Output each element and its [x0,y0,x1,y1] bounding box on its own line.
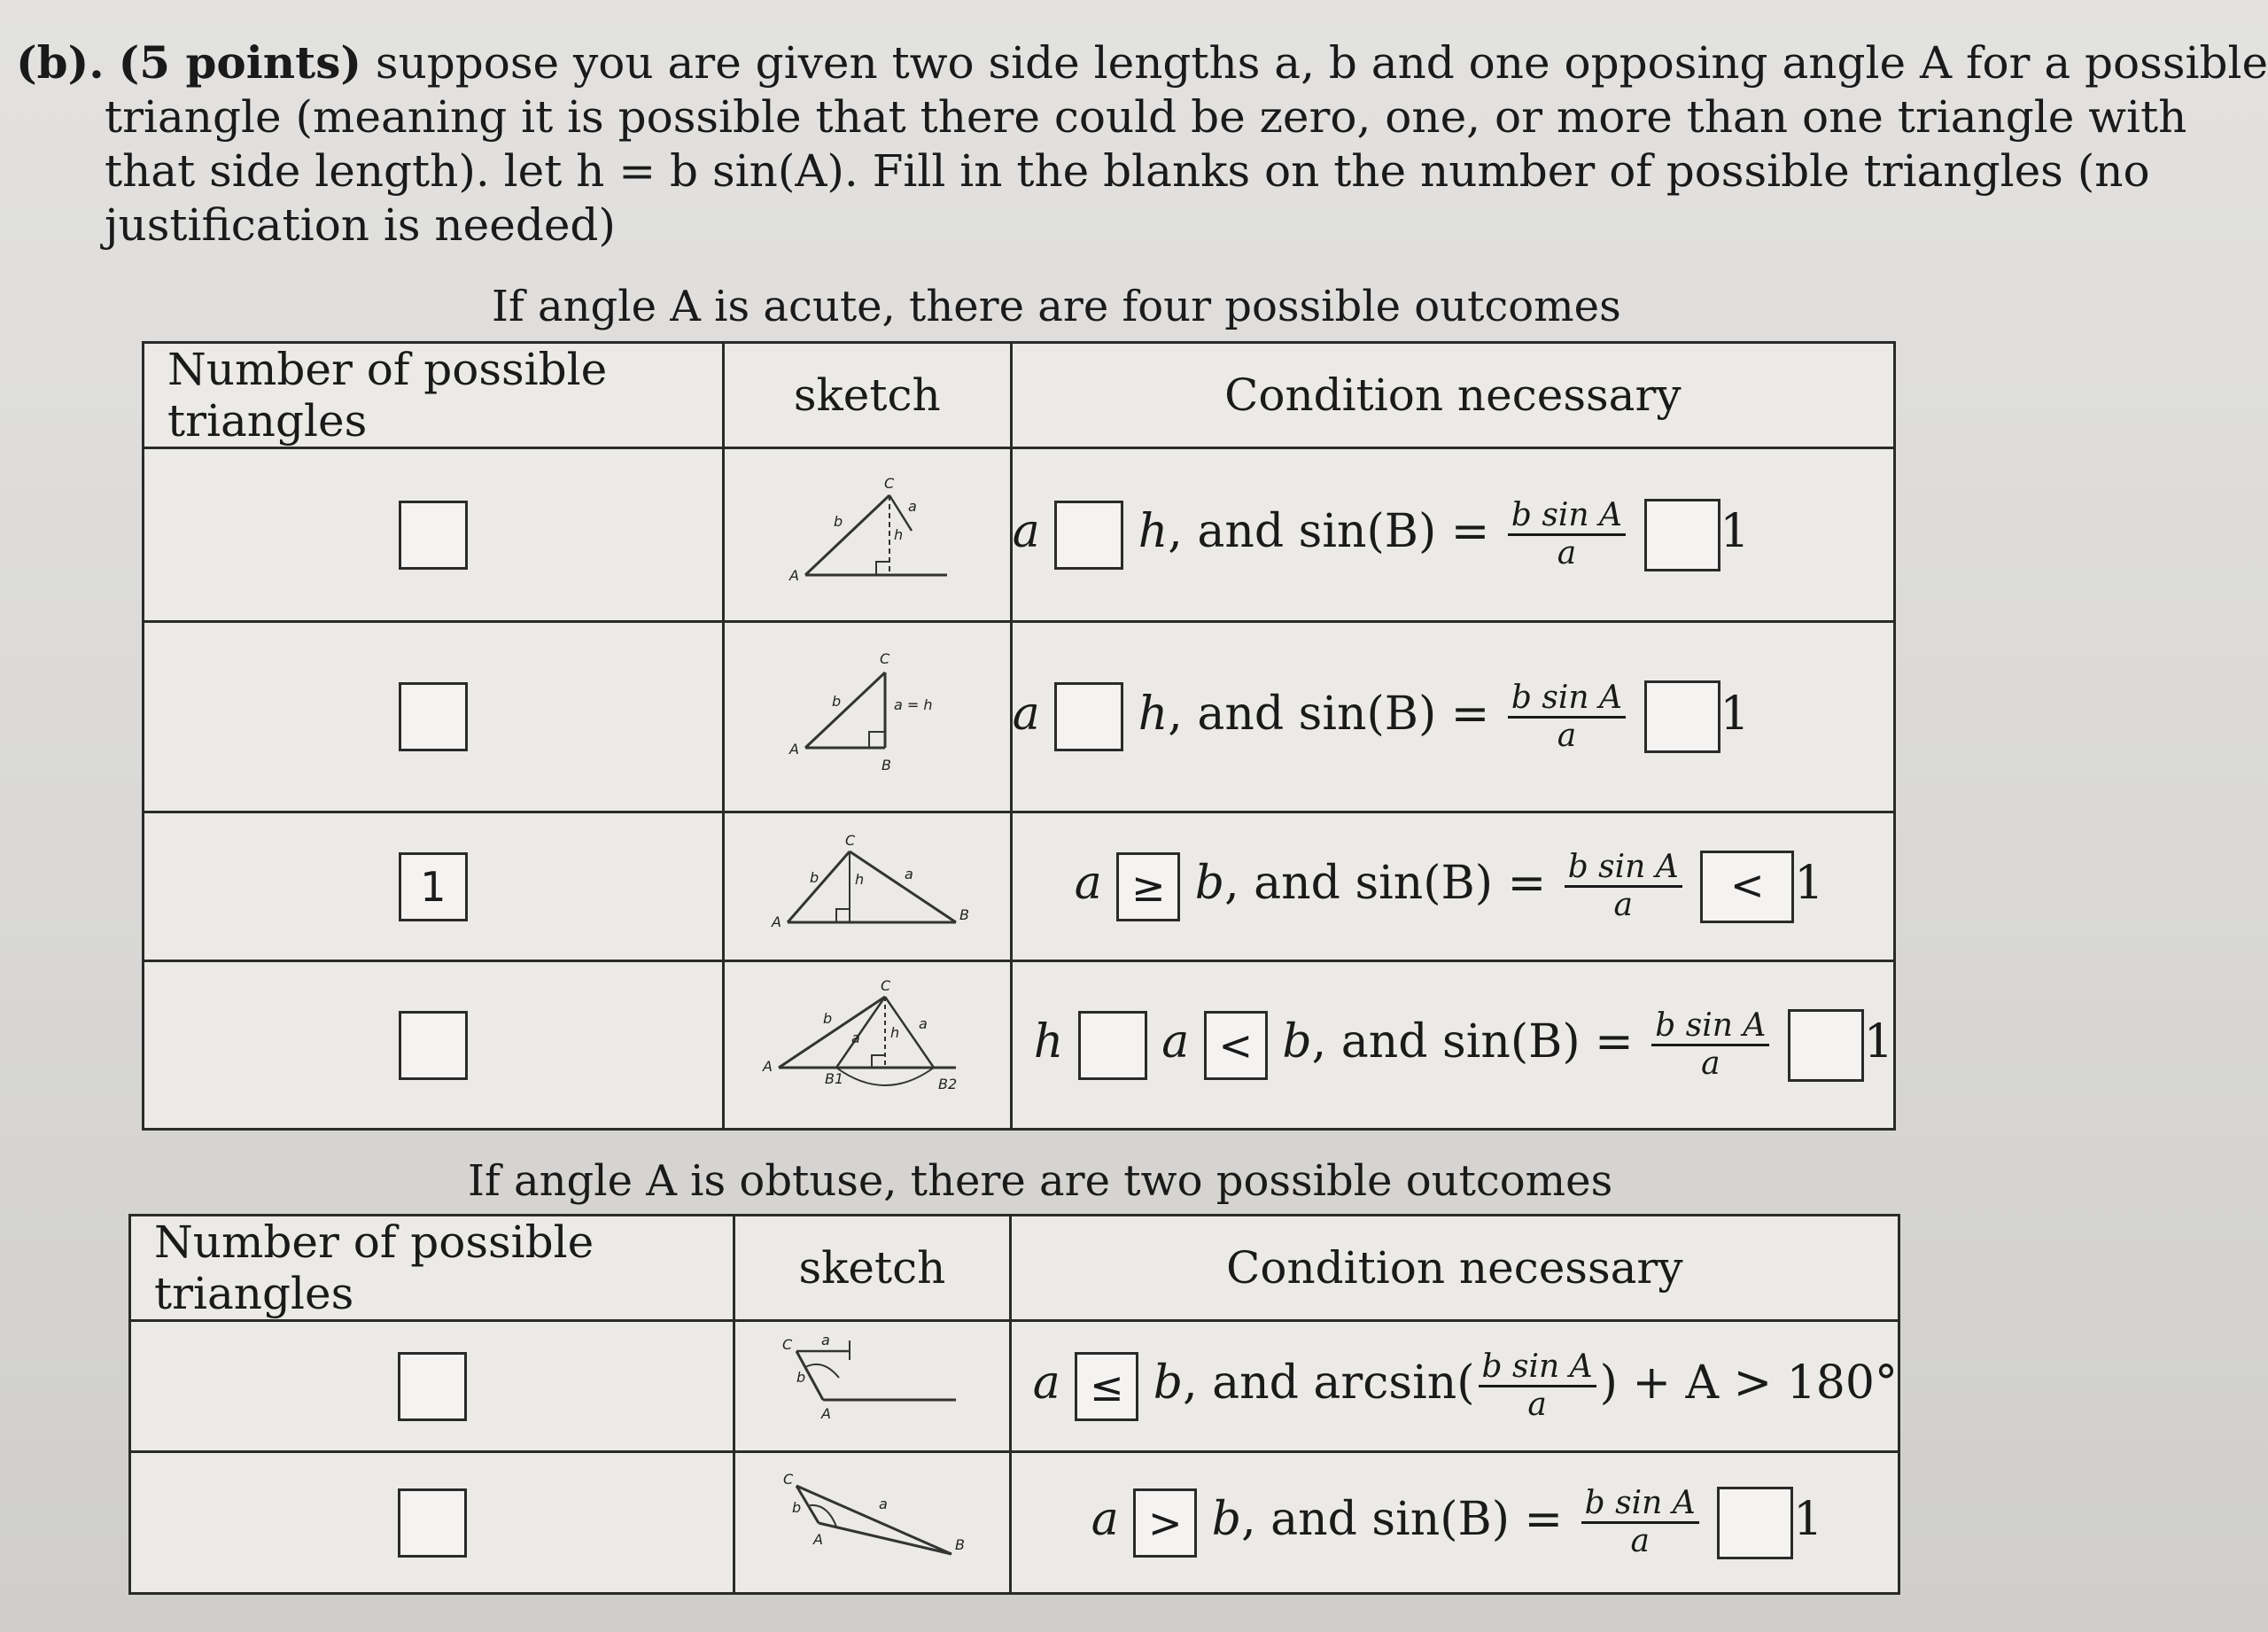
intro-text-4: justification is needed) [105,199,616,251]
table-row [130,1321,1899,1452]
condition-box-2[interactable]: < [1700,851,1794,923]
table-row [144,622,1895,812]
fraction-denominator: a [1701,1045,1720,1082]
cond-text: , and arcsin( [1183,1356,1475,1410]
condition-cell [1011,622,1894,812]
header-sketch: sketch [723,343,1011,448]
sketch-right-triangle [770,646,965,788]
sketch-label-c: C [783,1470,794,1488]
sketch-label-c: C [880,976,890,994]
count-cell [144,448,724,622]
fraction-numerator: b sin A [1565,850,1682,888]
cond-var-a: a [1074,857,1102,910]
cond-text: , and sin(B) = [1168,505,1504,558]
count-cell [130,1452,734,1594]
condition-box-1[interactable]: < [1204,1011,1268,1080]
sketch-obtuse-no-triangle [770,1333,974,1440]
cond-var-a: a [1012,687,1040,741]
sketch-label-a-left: a [850,1029,860,1046]
condition-box-2[interactable] [1788,1009,1864,1082]
condition-box-1[interactable] [1054,682,1123,751]
fraction-numerator: b sin A [1479,1349,1596,1387]
cond-var-b: b [1282,1015,1312,1069]
sketch-label-angle-a: A [788,741,799,758]
header-condition: Condition necessary [1011,343,1894,448]
sketch-label-angle-a: A [813,1530,824,1548]
intro-text-2: triangle (meaning it is possible that there could be zero, one, or more than one triangle with [105,91,2187,143]
sketch-label-a: a [821,1331,831,1348]
sketch-label-h: h [889,1023,899,1041]
cond-var-a: a [1161,1015,1190,1069]
count-answer-box[interactable] [399,501,468,570]
count-cell [144,622,724,812]
condition-box-1[interactable]: ≥ [1116,852,1180,921]
condition-box-1[interactable]: > [1133,1488,1197,1558]
fraction [1651,1008,1769,1082]
sketch-label-a-eq-h: a = h [893,696,933,713]
problem-statement [16,35,2268,253]
sketch-label-angle-a: A [821,1404,832,1422]
points-label: (5 points) [118,36,362,89]
condition-cell [1010,1452,1899,1594]
fraction [1581,1486,1699,1559]
cond-tail: 1 [1863,1015,1893,1069]
condition-box-0[interactable] [1078,1011,1147,1080]
intro-text-1: suppose you are given two side lengths a, b and one opposing angle A for a possible [375,37,2268,89]
cond-text: , and sin(B) = [1241,1493,1578,1546]
cond-var-h: h [1138,505,1169,558]
sketch-cell [723,812,1011,961]
sketch-label-b1: B1 [824,1069,843,1087]
sketch-label-angle-b: B [881,757,891,773]
condition-cell [1010,1321,1899,1452]
sketch-cell [734,1321,1011,1452]
cond-tail: 1 [1793,1493,1823,1546]
fraction-numerator: b sin A [1581,1486,1699,1524]
sketch-label-b2: B2 [937,1075,957,1092]
obtuse-header-row [130,1216,1899,1321]
sketch-label-c: C [844,831,855,849]
fraction-denominator: a [1557,717,1577,754]
fraction-denominator: a [1630,1523,1650,1559]
sketch-label-h: h [854,870,864,888]
count-answer-box[interactable] [399,1011,468,1080]
fraction-denominator: a [1527,1387,1547,1423]
cond-text: , and sin(B) = [1224,857,1561,910]
condition-box-2[interactable] [1717,1487,1793,1559]
cond-var-a: a [1012,505,1040,558]
acute-table [142,341,1896,1131]
sketch-label-c: C [883,474,894,492]
fraction-denominator: a [1557,535,1577,571]
sketch-label-b: b [833,512,843,530]
header-count: Number of possible triangles [144,343,724,448]
sketch-cell [723,622,1011,812]
intro-text-3: that side length). let h = b sin(A). Fill in the blanks on the number of possible triangles (no [105,145,2150,197]
cond-var-h: h [1138,687,1169,741]
cond-var-b: b [1194,857,1225,910]
sketch-label-a: a [879,1495,889,1512]
condition-box-2[interactable] [1644,680,1720,753]
sketch-label-angle-b: B [959,905,969,923]
sketch-cell [734,1452,1011,1594]
header-condition: Condition necessary [1010,1216,1899,1321]
acute-header-row [144,343,1895,448]
sketch-label-b: b [822,1009,832,1027]
fraction [1508,498,1626,571]
cond-tail: 1 [1720,505,1750,558]
table-row [144,812,1895,961]
sketch-label-b: b [796,1368,806,1386]
fraction [1479,1349,1596,1423]
fraction [1508,680,1626,754]
fraction-numerator: b sin A [1508,680,1626,719]
cond-tail: 1 [1720,687,1750,741]
intro-line-1 [16,35,2268,90]
condition-cell [1011,448,1894,622]
table-row [144,448,1895,622]
sketch-one-triangle [761,829,974,944]
condition-cell [1011,961,1894,1130]
sketch-cell [723,448,1011,622]
cond-var-b: b [1211,1493,1242,1546]
header-count: Number of possible triangles [130,1216,734,1321]
sketch-label-b: b [831,693,841,710]
cond-var-b: b [1153,1356,1184,1410]
cond-text: , and sin(B) = [1311,1015,1649,1069]
cond-var-h: h [1033,1015,1064,1069]
fraction-numerator: b sin A [1508,498,1626,536]
sketch-label-c: C [879,650,889,667]
condition-box-1[interactable] [1054,501,1123,570]
count-answer-box[interactable] [398,1352,467,1421]
sketch-label-h: h [893,525,903,543]
sketch-label-c: C [782,1335,793,1353]
count-answer-box[interactable] [399,682,468,751]
sketch-label-angle-b: B [955,1535,966,1553]
acute-caption: If angle A is acute, there are four possible outcomes [492,282,1621,331]
header-sketch: sketch [734,1216,1011,1321]
count-answer-box[interactable] [398,1488,467,1558]
sketch-label-a: a [904,865,913,882]
sketch-label-angle-a: A [771,913,781,930]
fraction-denominator: a [1613,887,1633,923]
cond-var-a: a [1091,1493,1119,1546]
sketch-no-triangle [770,469,965,602]
condition-box-1[interactable]: ≤ [1075,1352,1138,1421]
condition-cell [1011,812,1894,961]
table-row [144,961,1895,1130]
cond-var-a: a [1032,1356,1060,1410]
sketch-label-a-right: a [918,1014,928,1032]
sketch-label-b: b [809,868,819,886]
table-row [130,1452,1899,1594]
fraction-numerator: b sin A [1651,1008,1769,1046]
obtuse-table [128,1214,1900,1595]
cond-text: , and sin(B) = [1168,687,1504,741]
cond-tail: 1 [1794,857,1824,910]
condition-box-2[interactable] [1644,499,1720,571]
count-cell [144,961,724,1130]
fraction [1565,850,1682,923]
obtuse-caption: If angle A is obtuse, there are two possible outcomes [468,1156,1613,1206]
sketch-obtuse-one-triangle [765,1470,978,1576]
cond-after-fraction: ) + A > 180° [1599,1356,1898,1410]
sketch-label-a: a [907,497,917,515]
sketch-label-b: b [792,1498,802,1516]
count-cell [130,1321,734,1452]
sketch-label-angle-a: A [788,566,799,584]
sketch-cell [723,961,1011,1130]
count-answer-box[interactable]: 1 [399,852,468,921]
count-cell [144,812,724,961]
sketch-two-triangles [752,976,983,1112]
sketch-label-angle-a: A [762,1057,773,1075]
problem-label: (b). [16,36,105,89]
